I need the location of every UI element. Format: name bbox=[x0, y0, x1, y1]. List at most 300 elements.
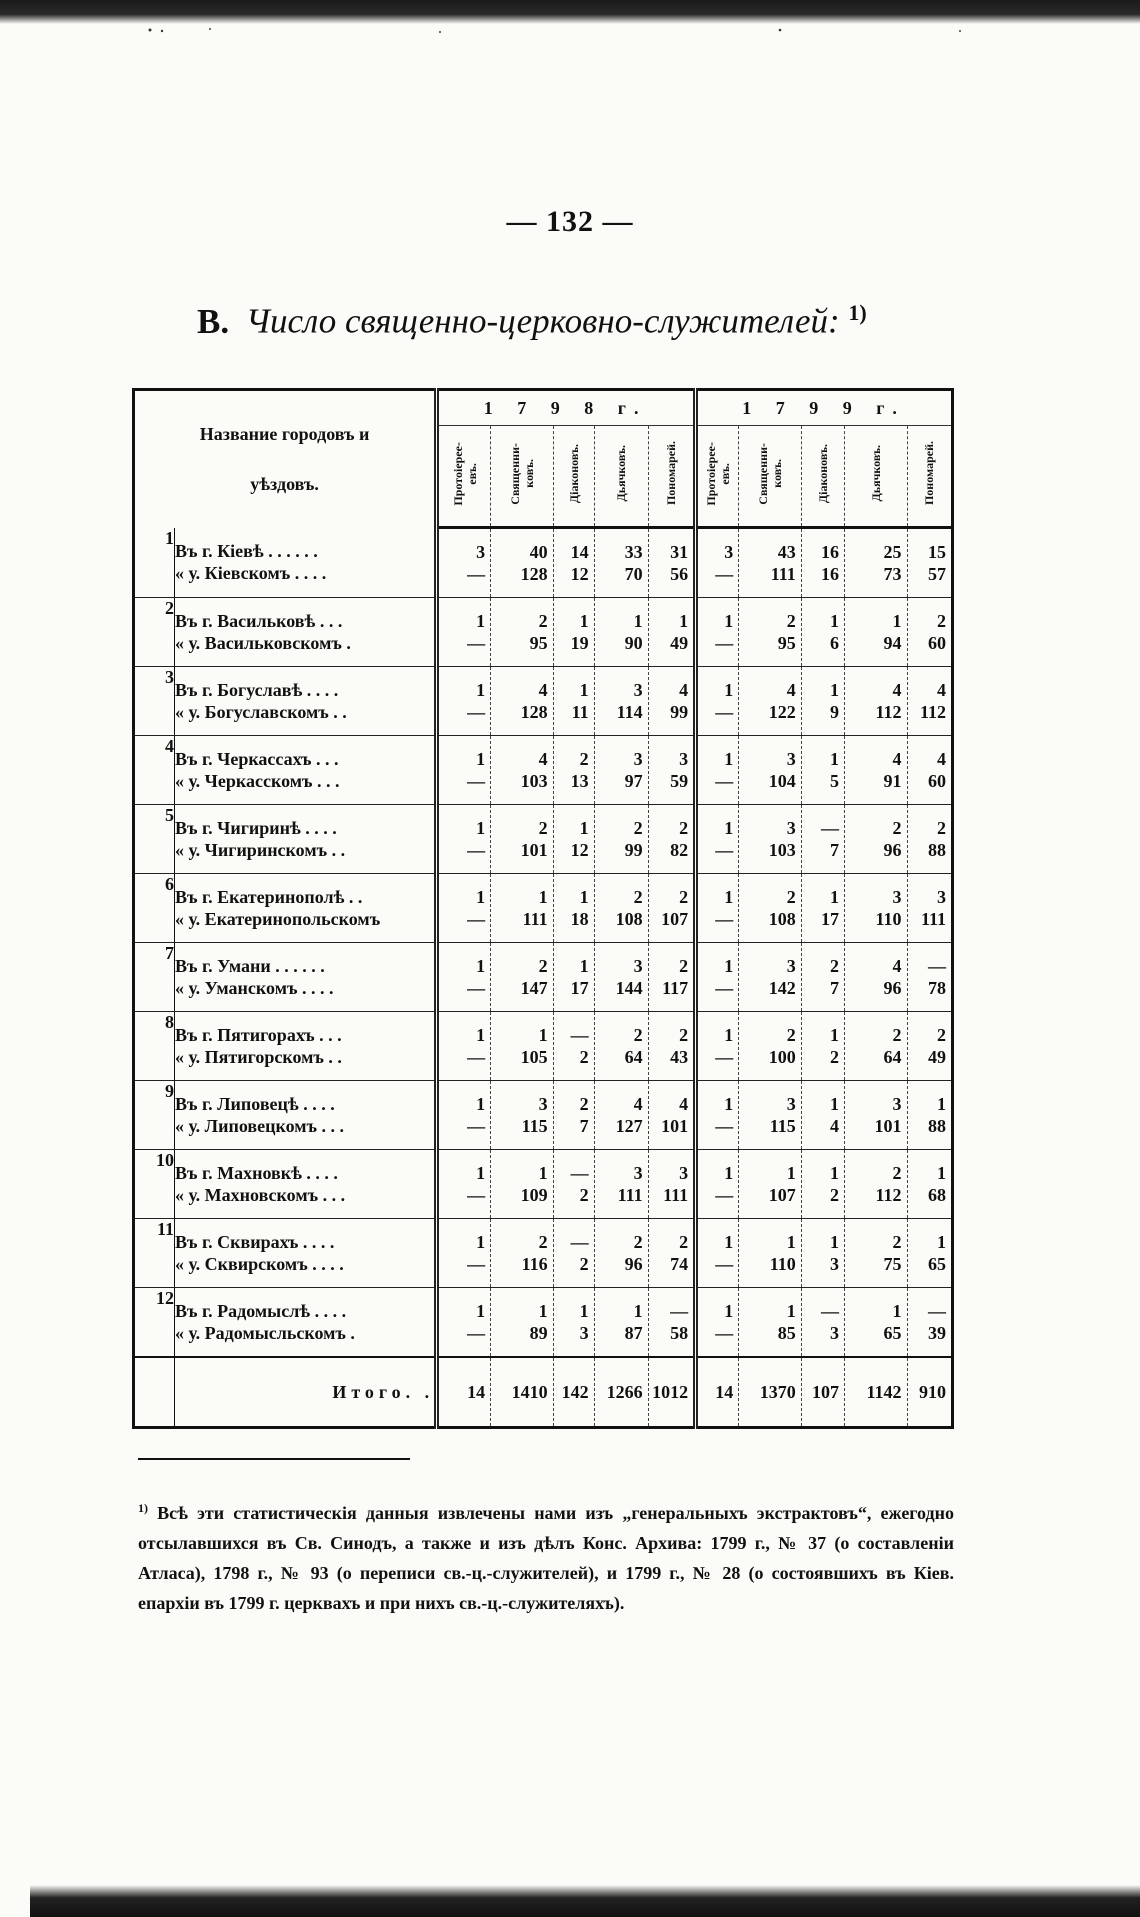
cell-y1799-col5 bbox=[907, 1012, 953, 1081]
row-place-names bbox=[174, 1081, 436, 1150]
city-value: 2 bbox=[892, 818, 902, 838]
cell-y1798-col3 bbox=[553, 874, 594, 943]
city-value: 2 bbox=[538, 611, 548, 631]
district-value: 65 bbox=[883, 1323, 902, 1343]
row-place-names bbox=[174, 805, 436, 874]
row-number: 2 bbox=[134, 598, 175, 667]
city-value: 1 bbox=[829, 1094, 839, 1114]
cell-y1798-col3 bbox=[553, 528, 594, 598]
city-value: 3 bbox=[786, 818, 796, 838]
total-1798-col2: 1410 bbox=[491, 1357, 554, 1428]
cell-y1799-col2 bbox=[739, 805, 802, 874]
cell-y1799-col1 bbox=[696, 598, 739, 667]
city-value: 1 bbox=[724, 956, 734, 976]
name-header-line1: Название городовъ и bbox=[199, 424, 370, 445]
scan-bottom-edge bbox=[30, 1885, 1140, 1917]
district-value: 111 bbox=[617, 1185, 643, 1205]
district-name: « у. Махновскомъ . . . bbox=[174, 1185, 346, 1205]
district-value: 110 bbox=[875, 909, 902, 929]
district-value: — bbox=[715, 1047, 734, 1067]
cell-y1799-col5 bbox=[907, 598, 953, 667]
total-1798-col4: 1266 bbox=[594, 1357, 648, 1428]
district-value: 64 bbox=[624, 1047, 643, 1067]
city-value: 4 bbox=[633, 1094, 643, 1114]
city-value: 1 bbox=[538, 1025, 548, 1045]
cell-y1799-col2 bbox=[739, 736, 802, 805]
district-value: 49 bbox=[928, 1047, 946, 1067]
city-value: 2 bbox=[679, 887, 689, 907]
city-value: 15 bbox=[928, 542, 946, 562]
district-value: 7 bbox=[829, 978, 839, 998]
row-number: 8 bbox=[134, 1012, 175, 1081]
district-value: 59 bbox=[670, 771, 689, 791]
cell-y1799-col4 bbox=[844, 1081, 907, 1150]
district-value: — bbox=[467, 1254, 486, 1274]
city-value: 1 bbox=[579, 887, 589, 907]
cell-y1798-col2 bbox=[491, 736, 554, 805]
city-value: 1 bbox=[724, 749, 734, 769]
city-value: 33 bbox=[624, 542, 643, 562]
total-blank bbox=[134, 1357, 175, 1428]
district-value: 105 bbox=[520, 1047, 548, 1067]
cell-y1799-col2 bbox=[739, 528, 802, 598]
total-1799-col5: 910 bbox=[907, 1357, 953, 1428]
city-value: 3 bbox=[538, 1094, 548, 1114]
cell-y1798-col4 bbox=[594, 943, 648, 1012]
table-row bbox=[134, 1288, 953, 1358]
cell-y1798-col3 bbox=[553, 1012, 594, 1081]
city-value: 3 bbox=[633, 1163, 643, 1183]
district-value: 87 bbox=[624, 1323, 643, 1343]
district-value: 103 bbox=[768, 840, 796, 860]
row-place-names bbox=[174, 598, 436, 667]
column-header-label: Священни- ковъ. bbox=[756, 442, 785, 505]
city-value: 1 bbox=[538, 887, 548, 907]
cell-y1798-col1 bbox=[437, 943, 491, 1012]
row-number: 12 bbox=[134, 1288, 175, 1358]
district-value: 99 bbox=[670, 702, 689, 722]
district-name: « у. Кіевскомъ . . . . bbox=[174, 563, 327, 584]
city-value: 1 bbox=[724, 680, 734, 700]
scan-speckles bbox=[140, 26, 1040, 36]
cell-y1798-col4 bbox=[594, 1081, 648, 1150]
district-value: — bbox=[467, 633, 486, 653]
clergy-table bbox=[132, 388, 954, 1429]
cell-y1799-col2 bbox=[739, 667, 802, 736]
row-place-names bbox=[174, 667, 436, 736]
city-value: 4 bbox=[679, 680, 689, 700]
cell-y1799-col4 bbox=[844, 667, 907, 736]
cell-y1798-col1 bbox=[437, 874, 491, 943]
district-value: 43 bbox=[670, 1047, 689, 1067]
city-value: 2 bbox=[679, 956, 689, 976]
city-value: 2 bbox=[679, 1025, 689, 1045]
district-value: 111 bbox=[920, 909, 946, 929]
district-value: 3 bbox=[829, 1323, 839, 1343]
district-value: — bbox=[467, 840, 486, 860]
district-value: 110 bbox=[769, 1254, 796, 1274]
district-value: 112 bbox=[875, 1185, 902, 1205]
district-name: « у. Чигиринскомъ . . bbox=[174, 840, 346, 860]
cell-y1798-col2 bbox=[491, 528, 554, 598]
city-value: 1 bbox=[476, 1163, 486, 1183]
district-value: 13 bbox=[570, 771, 589, 791]
district-value: 88 bbox=[928, 1116, 946, 1136]
city-value: 1 bbox=[476, 680, 486, 700]
district-value: 7 bbox=[579, 1116, 589, 1136]
cell-y1798-col1 bbox=[437, 667, 491, 736]
cell-y1799-col4 bbox=[844, 943, 907, 1012]
cell-y1799-col4 bbox=[844, 805, 907, 874]
district-value: 109 bbox=[520, 1185, 548, 1205]
cell-y1798-col2 bbox=[491, 1081, 554, 1150]
district-value: 78 bbox=[928, 978, 946, 998]
cell-y1799-col5 bbox=[907, 1150, 953, 1219]
column-header-label: Діаконовъ. bbox=[815, 443, 830, 504]
cell-y1798-col1 bbox=[437, 1081, 491, 1150]
district-value: — bbox=[715, 1185, 734, 1205]
cell-y1798-col4 bbox=[594, 1288, 648, 1358]
district-value: 65 bbox=[928, 1254, 946, 1274]
cell-y1798-col5 bbox=[648, 874, 696, 943]
cell-y1798-col4 bbox=[594, 874, 648, 943]
district-value: — bbox=[467, 1185, 486, 1205]
district-value: 60 bbox=[928, 771, 946, 791]
district-value: 57 bbox=[928, 564, 946, 584]
district-value: 115 bbox=[769, 1116, 796, 1136]
city-value: 2 bbox=[633, 1232, 643, 1252]
district-value: 17 bbox=[820, 909, 839, 929]
city-value: 3 bbox=[679, 749, 689, 769]
city-value: 3 bbox=[476, 542, 486, 562]
district-value: 96 bbox=[624, 1254, 643, 1274]
row-place-names bbox=[174, 874, 436, 943]
cell-y1799-col2 bbox=[739, 1012, 802, 1081]
city-value: 1 bbox=[892, 1301, 902, 1321]
district-name: « у. Богуславскомъ . . bbox=[174, 702, 347, 722]
city-name: Въ г. Черкассахъ . . . bbox=[174, 749, 339, 769]
city-value: 1 bbox=[476, 611, 486, 631]
total-1798-col1: 14 bbox=[437, 1357, 491, 1428]
cell-y1798-col2 bbox=[491, 598, 554, 667]
city-value: 1 bbox=[538, 1163, 548, 1183]
row-place-names bbox=[174, 1219, 436, 1288]
district-value: 7 bbox=[829, 840, 839, 860]
column-header-1798-3 bbox=[553, 426, 594, 528]
city-value: 4 bbox=[679, 1094, 689, 1114]
district-value: 17 bbox=[570, 978, 589, 998]
cell-y1799-col1 bbox=[696, 1219, 739, 1288]
city-value: 1 bbox=[724, 1163, 734, 1183]
district-value: — bbox=[467, 1323, 486, 1343]
cell-y1799-col3 bbox=[801, 874, 844, 943]
city-value: 3 bbox=[786, 1094, 796, 1114]
total-1798-col5: 1012 bbox=[648, 1357, 696, 1428]
city-value: 1 bbox=[829, 611, 839, 631]
city-value: 2 bbox=[538, 1232, 548, 1252]
cell-y1798-col4 bbox=[594, 736, 648, 805]
column-header-label: Священни- ковъ. bbox=[507, 442, 536, 505]
cell-y1799-col1 bbox=[696, 1012, 739, 1081]
district-value: 114 bbox=[616, 702, 643, 722]
city-value: — bbox=[670, 1301, 689, 1321]
city-value: 2 bbox=[679, 1232, 689, 1252]
district-value: 100 bbox=[768, 1047, 796, 1067]
city-value: 43 bbox=[777, 542, 796, 562]
city-value: 1 bbox=[579, 818, 589, 838]
city-name: Въ г. Умани . . . . . . bbox=[174, 956, 325, 976]
table-row bbox=[134, 1150, 953, 1219]
district-value: — bbox=[467, 909, 486, 929]
cell-y1798-col1 bbox=[437, 1150, 491, 1219]
cell-y1798-col2 bbox=[491, 943, 554, 1012]
cell-y1799-col2 bbox=[739, 943, 802, 1012]
district-value: 5 bbox=[829, 771, 839, 791]
cell-y1799-col2 bbox=[739, 1081, 802, 1150]
district-value: 127 bbox=[615, 1116, 643, 1136]
cell-y1798-col1 bbox=[437, 528, 491, 598]
city-value: 3 bbox=[892, 1094, 902, 1114]
cell-y1799-col1 bbox=[696, 1288, 739, 1358]
district-value: — bbox=[715, 1323, 734, 1343]
district-value: 85 bbox=[777, 1323, 796, 1343]
cell-y1798-col1 bbox=[437, 1288, 491, 1358]
cell-y1798-col5 bbox=[648, 1081, 696, 1150]
cell-y1799-col1 bbox=[696, 528, 739, 598]
cell-y1799-col5 bbox=[907, 1081, 953, 1150]
cell-y1799-col2 bbox=[739, 1219, 802, 1288]
city-value: 1 bbox=[476, 1094, 486, 1114]
city-value: 4 bbox=[892, 956, 902, 976]
district-value: 49 bbox=[670, 633, 689, 653]
district-name: « у. Сквирскомъ . . . . bbox=[174, 1254, 344, 1274]
table-row bbox=[134, 805, 953, 874]
district-value: 107 bbox=[768, 1185, 796, 1205]
clergy-table-container bbox=[132, 388, 954, 1430]
cell-y1798-col5 bbox=[648, 1219, 696, 1288]
city-value: 1 bbox=[829, 749, 839, 769]
column-header-1799-4 bbox=[844, 426, 907, 528]
row-number: 1 bbox=[134, 528, 175, 598]
city-value: 1 bbox=[579, 956, 589, 976]
district-value: 144 bbox=[615, 978, 643, 998]
city-name: Въ г. Богуславѣ . . . . bbox=[174, 680, 339, 700]
total-row bbox=[134, 1357, 953, 1428]
row-number: 5 bbox=[134, 805, 175, 874]
district-value: 111 bbox=[770, 564, 796, 584]
column-header-1799-3 bbox=[801, 426, 844, 528]
cell-y1799-col3 bbox=[801, 805, 844, 874]
city-value: 4 bbox=[937, 749, 946, 769]
cell-y1799-col3 bbox=[801, 1081, 844, 1150]
name-column-header bbox=[134, 390, 437, 528]
district-value: 12 bbox=[570, 564, 589, 584]
table-row bbox=[134, 598, 953, 667]
city-name: Въ г. Махновкѣ . . . . bbox=[174, 1163, 338, 1183]
city-value: 1 bbox=[937, 1232, 946, 1252]
district-value: 88 bbox=[928, 840, 946, 860]
cell-y1799-col5 bbox=[907, 667, 953, 736]
page-number: — 132 — bbox=[506, 205, 634, 238]
cell-y1798-col3 bbox=[553, 667, 594, 736]
section-letter: В. bbox=[197, 301, 230, 341]
district-value: — bbox=[467, 564, 486, 584]
city-value: 1 bbox=[786, 1232, 796, 1252]
column-header-label: Протоіерее- евъ. bbox=[704, 441, 733, 506]
city-value: 2 bbox=[579, 749, 589, 769]
district-name: « у. Черкасскомъ . . . bbox=[174, 771, 340, 791]
city-value: — bbox=[570, 1232, 589, 1252]
city-value: 1 bbox=[476, 1232, 486, 1252]
cell-y1799-col1 bbox=[696, 667, 739, 736]
city-value: 1 bbox=[724, 1232, 734, 1252]
column-header-1799-5 bbox=[907, 426, 953, 528]
cell-y1798-col2 bbox=[491, 805, 554, 874]
district-value: 2 bbox=[579, 1047, 589, 1067]
cell-y1798-col2 bbox=[491, 874, 554, 943]
city-value: 3 bbox=[892, 887, 902, 907]
city-value: 3 bbox=[786, 956, 796, 976]
district-value: 75 bbox=[883, 1254, 902, 1274]
district-name: « у. Пятигорскомъ . . bbox=[174, 1047, 342, 1067]
table-row bbox=[134, 1081, 953, 1150]
city-value: 4 bbox=[786, 680, 796, 700]
district-value: — bbox=[715, 564, 734, 584]
city-value: 1 bbox=[538, 1301, 548, 1321]
cell-y1798-col4 bbox=[594, 598, 648, 667]
district-value: 108 bbox=[768, 909, 796, 929]
row-place-names bbox=[174, 736, 436, 805]
cell-y1798-col3 bbox=[553, 1081, 594, 1150]
cell-y1799-col5 bbox=[907, 528, 953, 598]
cell-y1798-col3 bbox=[553, 1288, 594, 1358]
district-value: 142 bbox=[768, 978, 796, 998]
district-value: — bbox=[715, 771, 734, 791]
district-value: — bbox=[467, 1047, 486, 1067]
city-value: 4 bbox=[892, 680, 902, 700]
district-value: 115 bbox=[521, 1116, 548, 1136]
cell-y1798-col4 bbox=[594, 1012, 648, 1081]
city-value: 1 bbox=[476, 956, 486, 976]
district-value: 2 bbox=[579, 1254, 589, 1274]
city-value: 1 bbox=[633, 1301, 643, 1321]
district-name: « у. Липовецкомъ . . . bbox=[174, 1116, 345, 1136]
city-value: 1 bbox=[476, 749, 486, 769]
total-1798-col3: 142 bbox=[553, 1357, 594, 1428]
district-value: 111 bbox=[522, 909, 548, 929]
cell-y1798-col2 bbox=[491, 1150, 554, 1219]
table-row bbox=[134, 667, 953, 736]
cell-y1799-col3 bbox=[801, 1012, 844, 1081]
city-value: 2 bbox=[633, 818, 643, 838]
city-value: 3 bbox=[679, 1163, 689, 1183]
cell-y1799-col3 bbox=[801, 1288, 844, 1358]
city-value: 2 bbox=[892, 1025, 902, 1045]
cell-y1799-col3 bbox=[801, 1150, 844, 1219]
cell-y1798-col1 bbox=[437, 736, 491, 805]
city-name: Въ г. Екатеринополѣ . . bbox=[174, 887, 363, 907]
city-value: 2 bbox=[579, 1094, 589, 1114]
district-value: 3 bbox=[579, 1323, 589, 1343]
city-value: 3 bbox=[724, 542, 734, 562]
city-value: 1 bbox=[476, 887, 486, 907]
cell-y1798-col3 bbox=[553, 943, 594, 1012]
district-value: 89 bbox=[529, 1323, 548, 1343]
cell-y1799-col4 bbox=[844, 1219, 907, 1288]
city-value: 1 bbox=[829, 887, 839, 907]
cell-y1799-col5 bbox=[907, 874, 953, 943]
district-value: 128 bbox=[520, 702, 548, 722]
cell-y1798-col4 bbox=[594, 1219, 648, 1288]
city-name: Въ г. Васильковѣ . . . bbox=[174, 611, 343, 631]
row-number: 10 bbox=[134, 1150, 175, 1219]
district-value: 101 bbox=[520, 840, 548, 860]
city-name: Въ г. Чигиринѣ . . . . bbox=[174, 818, 337, 838]
footnote-text: Всѣ эти статистическія данныя извлечены нами изъ „генеральныхъ экстрактовъ“, ежегодно отсылавшихся въ Св. Синодъ, а также и изъ дѣлъ Конс. Архива: 1799 г., № 37 (о составленіи Атласа), 1798 г., № 93 (о переписи св.-ц.-служителей), и 1799 г., № 28 (о состоявшихъ въ Кіев. епархіи въ 1799 г. церквахъ и при нихъ св.-ц.-служителяхъ). bbox=[138, 1503, 954, 1613]
cell-y1799-col4 bbox=[844, 874, 907, 943]
row-place-names bbox=[174, 943, 436, 1012]
section-footnote-mark: 1) bbox=[848, 300, 867, 325]
footnote-mark: 1) bbox=[138, 1501, 148, 1515]
district-name: « у. Уманскомъ . . . . bbox=[174, 978, 334, 998]
column-header-1799-1 bbox=[696, 426, 739, 528]
cell-y1799-col1 bbox=[696, 943, 739, 1012]
city-value: 1 bbox=[579, 611, 589, 631]
cell-y1798-col3 bbox=[553, 805, 594, 874]
city-value: 1 bbox=[892, 611, 902, 631]
cell-y1798-col2 bbox=[491, 1219, 554, 1288]
city-value: 14 bbox=[570, 542, 589, 562]
district-value: 39 bbox=[928, 1323, 946, 1343]
cell-y1799-col2 bbox=[739, 598, 802, 667]
city-value: 1 bbox=[633, 611, 643, 631]
cell-y1799-col3 bbox=[801, 736, 844, 805]
cell-y1798-col5 bbox=[648, 528, 696, 598]
cell-y1798-col5 bbox=[648, 736, 696, 805]
district-value: 94 bbox=[883, 633, 902, 653]
cell-y1798-col3 bbox=[553, 598, 594, 667]
table-row bbox=[134, 874, 953, 943]
district-value: 112 bbox=[919, 702, 946, 722]
section-title-text: Число священно-церковно-служителей: bbox=[245, 301, 840, 341]
city-value: 1 bbox=[476, 818, 486, 838]
city-value: 4 bbox=[538, 680, 548, 700]
city-value: 2 bbox=[786, 887, 796, 907]
city-value: 3 bbox=[786, 749, 796, 769]
district-value: 95 bbox=[529, 633, 548, 653]
cell-y1799-col4 bbox=[844, 598, 907, 667]
city-value: — bbox=[928, 956, 946, 976]
cell-y1798-col5 bbox=[648, 1150, 696, 1219]
district-value: — bbox=[715, 1254, 734, 1274]
city-value: 31 bbox=[670, 542, 689, 562]
district-value: — bbox=[715, 633, 734, 653]
row-number: 11 bbox=[134, 1219, 175, 1288]
city-value: 1 bbox=[724, 1301, 734, 1321]
year-1798-header: 1 7 9 8 г. bbox=[437, 390, 696, 426]
city-value: 1 bbox=[786, 1163, 796, 1183]
footnote-rule bbox=[138, 1458, 410, 1460]
city-value: 16 bbox=[820, 542, 839, 562]
city-value: 1 bbox=[786, 1301, 796, 1321]
district-value: 111 bbox=[663, 1185, 689, 1205]
city-name: Въ г. Сквирахъ . . . . bbox=[174, 1232, 335, 1252]
city-value: 3 bbox=[633, 956, 643, 976]
district-value: 128 bbox=[520, 564, 548, 584]
cell-y1799-col5 bbox=[907, 1288, 953, 1358]
cell-y1799-col5 bbox=[907, 805, 953, 874]
row-place-names bbox=[174, 1150, 436, 1219]
